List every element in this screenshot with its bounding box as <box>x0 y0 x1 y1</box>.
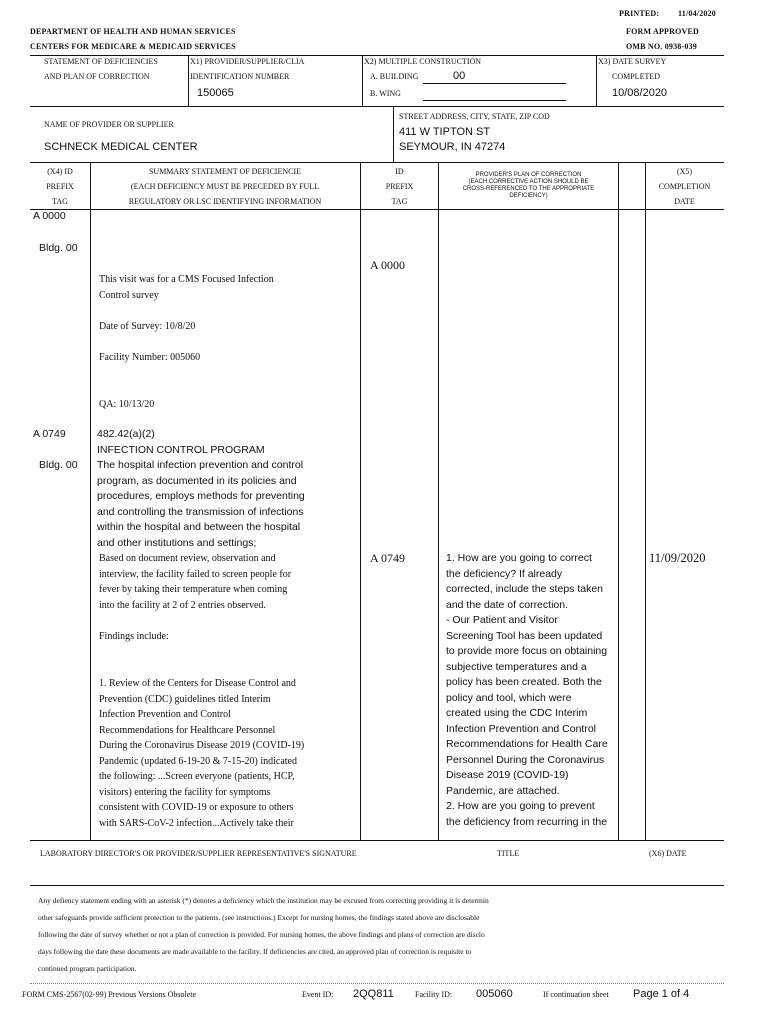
disclaimer-line: Any defiency statement ending with an asterisk (*) denotes a deficiency which the institution may be excused from correcting providing it is determin <box>38 896 489 905</box>
plan-label-4: DEFICIENCY) <box>509 193 548 199</box>
plan-line: the deficiency from recurring in the <box>446 815 608 828</box>
building-underline <box>423 83 566 84</box>
top-box-vline-2 <box>362 55 363 106</box>
centers-title: CENTERS FOR MEDICARE & MEDICAID SERVICES <box>30 42 236 51</box>
statement-label-2: AND PLAN OF CORRECTION <box>44 72 150 81</box>
plan-line: created using the CDC Interim <box>446 707 588 719</box>
review-line: Prevention (CDC) guidelines titled Interim <box>99 693 271 705</box>
plan-line: Disease 2019 (COVID-19) <box>446 769 569 781</box>
event-id-value: 2QQ811 <box>353 988 394 1000</box>
col-divider-5 <box>645 162 646 840</box>
col-divider-4 <box>618 162 619 840</box>
survey-date: Date of Survey: 10/8/20 <box>99 321 196 332</box>
address-line-1: 411 W TIPTON ST <box>399 126 491 138</box>
findings-line: Based on document review, observation and <box>99 553 276 564</box>
disclaimer-block <box>38 892 728 977</box>
event-id-label: Event ID: <box>302 990 334 999</box>
disclaimer-line: days following the date these documents are made available to the facility. If deficiencies are cited, an approved plan of correction is requisite to <box>38 947 472 956</box>
wing-underline <box>423 100 566 101</box>
x1-label-2: IDENTIFICATION NUMBER <box>190 72 290 81</box>
intro-text <box>99 272 357 303</box>
regulation-line: 482.42(a)(2) <box>97 428 155 440</box>
department-title: DEPARTMENT OF HEALTH AND HUMAN SERVICES <box>30 27 236 36</box>
x3-label-2: COMPLETED <box>612 72 660 81</box>
address-label: STREET ADDRESS, CITY, STATE, ZIP COD <box>399 112 550 121</box>
regulation-line: INFECTION CONTROL PROGRAM <box>97 443 265 456</box>
plan-line: 1. How are you going to correct <box>446 552 592 564</box>
tag-a0000-right: A 0000 <box>370 258 406 272</box>
review-line: consistent with COVID-19 or exposure to others <box>99 802 294 813</box>
provider-id-number: 150065 <box>197 87 234 99</box>
review-line: Recommendations for Healthcare Personnel <box>99 724 276 736</box>
address-line-2: SEYMOUR, IN 47274 <box>399 141 506 153</box>
survey-completed-date: 10/08/2020 <box>612 87 668 99</box>
top-box-vline-1 <box>188 55 189 106</box>
regulation-line: and controlling the transmission of infections <box>97 505 304 518</box>
regulation-line: procedures, employs methods for preventing <box>97 490 305 502</box>
x5-label-1: (X5) <box>676 167 693 176</box>
col-divider-3 <box>438 162 439 840</box>
plan-label-3: CROSS-REFERENCED TO THE APPROPRIATE <box>462 186 595 192</box>
review-line: visitors) entering the facility for symptoms <box>99 786 271 798</box>
provider-name-label: NAME OF PROVIDER OR SUPPLIER <box>44 120 174 129</box>
review-line: Infection Prevention and Control <box>99 709 231 720</box>
column-header-divider <box>30 209 724 210</box>
intro-line: This visit was for a CMS Focused Infection <box>99 274 274 285</box>
summary-label-1: SUMMARY STATEMENT OF DEFICIENCIE <box>148 167 302 176</box>
plan-line: Pandemic, are attached. <box>446 784 560 797</box>
regulation-line: program, as documented in its policies and <box>97 474 297 487</box>
review-line: with SARS-CoV-2 infection...Actively take their <box>99 817 294 829</box>
findings-line: interview, the facility failed to screen people for <box>99 568 292 580</box>
x4-label-1: (X4) ID <box>47 167 73 176</box>
plan-line: Recommendations for Health Care <box>446 738 608 750</box>
plan-line: - Our Patient and Visitor <box>446 614 558 626</box>
facility-id-label: Facility ID: <box>415 990 453 999</box>
regulation-line: and other institutions and settings; <box>97 536 257 549</box>
footer-divider <box>30 983 724 984</box>
top-box-vline-3 <box>596 55 597 106</box>
id-label-3: TAG <box>391 197 408 206</box>
provider-name: SCHNECK MEDICAL CENTER <box>44 141 198 153</box>
id-label-2: PREFIX <box>385 182 414 191</box>
plan-label-1: PROVIDER'S PLAN OF CORRECTION <box>475 172 582 178</box>
review-line: 1. Review of the Centers for Disease Control and <box>99 678 296 689</box>
plan-line: corrected, include the steps taken <box>446 583 604 595</box>
summary-label-2: (EACH DEFICIENCY MUST BE PRECEDED BY FULL <box>130 182 320 191</box>
tag-a0749-right: A 0749 <box>370 551 406 565</box>
form-approved: FORM APPROVED <box>626 27 700 36</box>
id-label-1: ID <box>395 167 404 176</box>
plan-line: policy and tool, which were <box>446 691 572 704</box>
plan-line: Personnel During the Coronavirus <box>446 753 605 766</box>
plan-line: policy has been created. Both the <box>446 676 602 688</box>
printed-label: PRINTED: <box>619 9 660 18</box>
plan-label-2: (EACH CORRECTIVE ACTION SHOULD BE <box>468 179 589 185</box>
title-label: TITLE <box>497 849 520 858</box>
plan-line: Screening Tool has been updated <box>446 629 603 642</box>
plan-block <box>446 551 618 830</box>
plan-line: 2. How are you going to prevent <box>446 800 595 812</box>
disclaimer-line: continued program participation. <box>38 964 137 973</box>
building-value: 00 <box>453 70 466 82</box>
findings-block <box>99 551 357 613</box>
col-divider-2 <box>360 162 361 840</box>
x2-label: X2) MULTIPLE CONSTRUCTION <box>364 57 482 66</box>
printed-date: 11/04/2020 <box>678 9 717 18</box>
continuation-label: If continuation sheet <box>543 990 609 999</box>
review-block <box>99 676 357 831</box>
plan-line: and the date of correction. <box>446 598 568 611</box>
page-number: Page 1 of 4 <box>633 988 690 1000</box>
x4-label-2: PREFIX <box>46 182 74 191</box>
form-number: FORM CMS-2567(02-99) Previous Versions Obsolete <box>22 990 197 999</box>
x4-label-3: TAG <box>52 197 68 206</box>
review-line: the following: ...Screen everyone (patients, HCP, <box>99 771 295 782</box>
x6-date-label: (X6) DATE <box>649 849 687 858</box>
disclaimer-line: other safeguards provide sufficient protection to the patients. (see instructions.) Except for nursing homes, the findings stated above are disclosable <box>38 913 480 922</box>
x5-label-2: COMPLETION <box>658 182 711 191</box>
table-bottom-border <box>30 840 724 841</box>
bldg-label-1: Bldg. 00 <box>39 242 78 254</box>
col-divider-1 <box>90 162 91 840</box>
review-line: Pandemic (updated 6-19-20 & 7-15-20) indicated <box>99 755 297 767</box>
plan-line: to provide more focus on obtaining <box>446 645 608 657</box>
plan-line: the deficiency? If already <box>446 567 563 580</box>
plan-line: subjective temperatures and a <box>446 660 587 673</box>
signature-label: LABORATORY DIRECTOR'S OR PROVIDER/SUPPLIER REPRESENTATIVE'S SIGNATURE <box>40 849 357 858</box>
findings-include: Findings include: <box>99 631 169 642</box>
summary-label-3: REGULATORY OR LSC IDENTIFYING INFORMATION <box>128 197 322 206</box>
regulation-line: The hospital infection prevention and control <box>97 459 304 471</box>
x5-label-3: DATE <box>674 197 695 206</box>
bldg-label-2: Bldg. 00 <box>39 459 78 471</box>
x3-label-1: X3) DATE SURVEY <box>598 57 667 66</box>
tag-a0000: A 0000 <box>33 210 66 222</box>
top-box-divider <box>30 106 724 107</box>
findings-line: into the facility at 2 of 2 entries observed. <box>99 599 266 611</box>
completion-date: 11/09/2020 <box>649 551 706 565</box>
provider-row-vline <box>393 106 394 162</box>
omb-number: OMB NO. 0938-039 <box>626 42 697 51</box>
disclaimer-line: following the date of survey whether or not a plan of correction is provided. For nursing homes, the above findings and plans of correction are disclo <box>38 930 485 939</box>
facility-number: Facility Number: 005060 <box>99 352 201 363</box>
qa-date: QA: 10/13/20 <box>99 399 155 410</box>
findings-line: fever by taking their temperature when coming <box>99 584 288 595</box>
plan-line: Infection Prevention and Control <box>446 722 597 735</box>
review-line: During the Coronavirus Disease 2019 (COVID-19) <box>99 740 305 751</box>
wing-label: B. WING <box>370 89 401 98</box>
signature-bottom-border <box>30 885 724 886</box>
x1-label-1: X1) PROVIDER/SUPPLIER/CLIA <box>190 57 305 66</box>
top-box-border <box>30 55 724 56</box>
provider-row-divider <box>30 162 724 163</box>
building-label: A. BUILDING <box>370 72 419 81</box>
regulation-block <box>97 427 359 551</box>
statement-label-1: STATEMENT OF DEFICIENCIES <box>44 57 158 66</box>
regulation-line: within the hospital and between the hospital <box>97 521 301 533</box>
intro-line: Control survey <box>99 289 159 301</box>
tag-a0749: A 0749 <box>33 428 66 440</box>
facility-id-value: 005060 <box>476 988 513 1000</box>
